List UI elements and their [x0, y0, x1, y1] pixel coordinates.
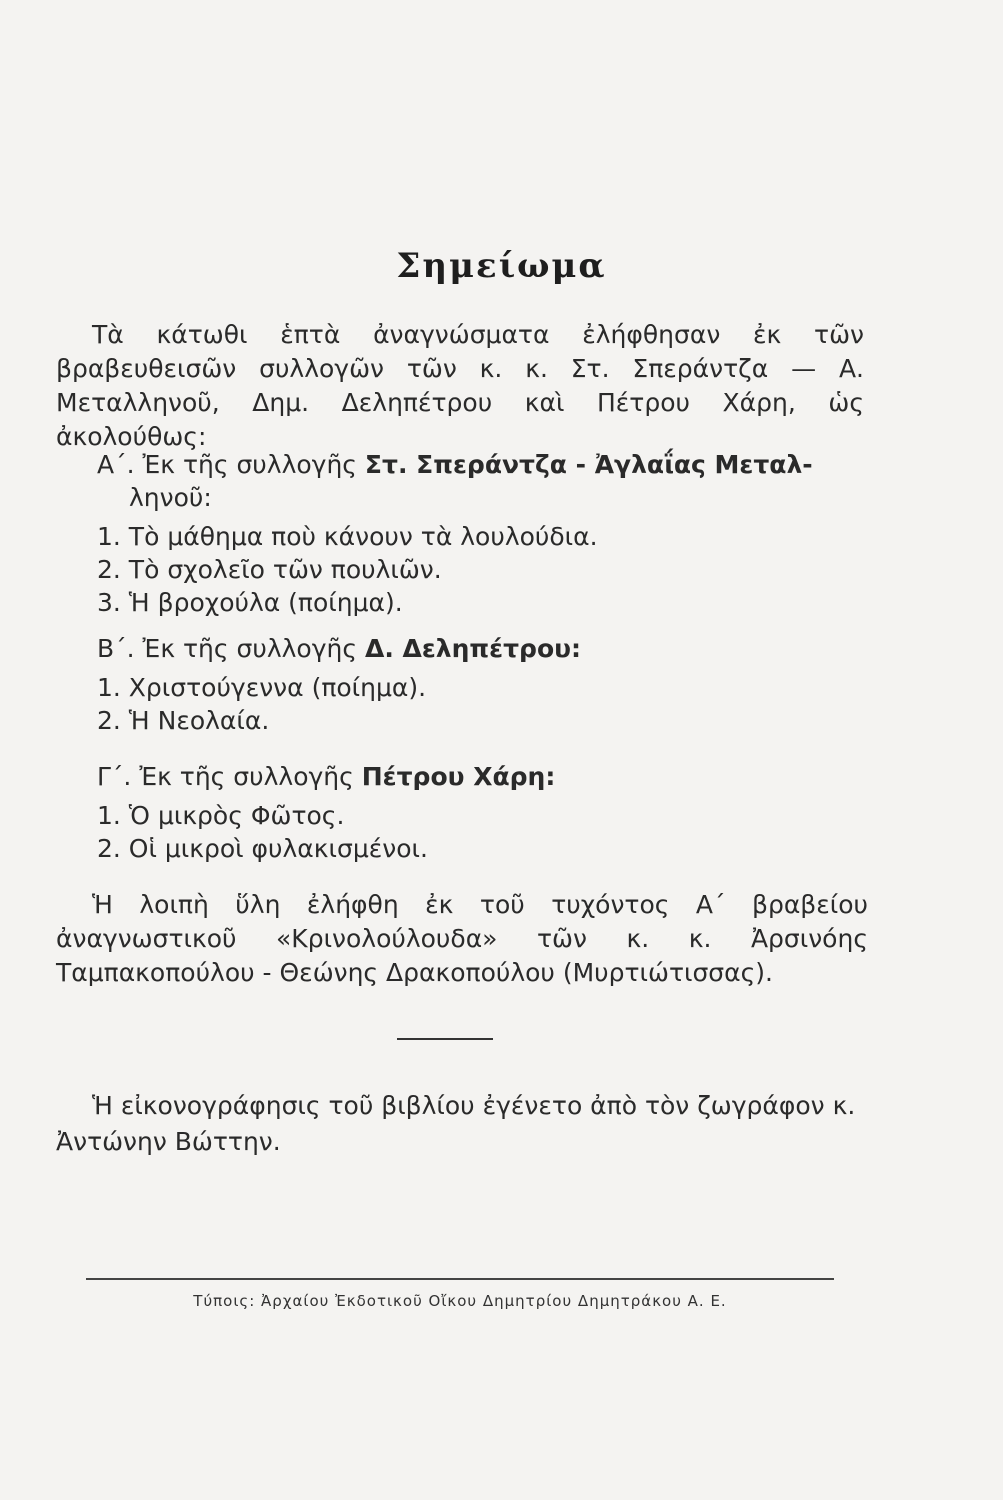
list-item: 1. Χριστούγεννα (ποίημα). — [97, 673, 427, 702]
outro-text: Ἡ λοιπὴ ὕλη ἐλήφθη ἐκ τοῦ τυχόντος Α΄ βραβείου ἀναγνωστικοῦ «Κρινολούλουδα» τῶν κ. κ. Ἀρσινόης Ταμπακοπούλου - Θεώνης Δρακοπούλου (Μυρτιώτισσας). — [56, 890, 868, 987]
reading-list — [97, 671, 877, 737]
illustration-text: Ἡ εἰκονογράφησις τοῦ βιβλίου ἐγένετο ἀπὸ τὸν ζωγράφον κ. Ἀντώνην Βώττην. — [56, 1091, 856, 1156]
reading-list — [97, 520, 877, 619]
illustration-credit — [56, 1088, 868, 1160]
intro-paragraph — [56, 318, 864, 454]
list-item: 2. Οἱ μικροὶ φυλακισμένοι. — [97, 834, 428, 863]
section-heading — [97, 632, 877, 665]
printer-imprint: Τύποις: Ἀρχαίου Ἐκδοτικοῦ Οἴκου Δημητρίου Δημητράκου Α. Ε. — [193, 1292, 727, 1310]
outro-paragraph — [56, 888, 868, 990]
footer-rule — [86, 1278, 834, 1280]
section-heading-continuation: ληνοῦ: — [129, 483, 212, 512]
section-heading — [97, 760, 877, 793]
section-heading-prefix: Α΄. Ἐκ τῆς συλλογῆς — [97, 450, 365, 479]
section-heading-prefix: Β΄. Ἐκ τῆς συλλογῆς — [97, 634, 365, 663]
section-c — [97, 760, 877, 865]
section-heading — [97, 448, 877, 514]
intro-text: Τὰ κάτωθι ἑπτὰ ἀναγνώσματα ἐλήφθησαν ἐκ τῶν βραβευθεισῶν συλλογῶν τῶν κ. κ. Στ. Σπεράντζα — Α. Μεταλληνοῦ, Δημ. Δεληπέτρου καὶ Πέτρου Χάρη, ὡς ἀκολούθως: — [56, 320, 864, 451]
section-heading-prefix: Γ΄. Ἐκ τῆς συλλογῆς — [97, 762, 362, 791]
section-divider — [397, 1038, 493, 1040]
section-b — [97, 632, 877, 737]
list-item: 1. Τὸ μάθημα ποὺ κάνουν τὰ λουλούδια. — [97, 522, 598, 551]
list-item: 3. Ἡ βροχούλα (ποίημα). — [97, 588, 403, 617]
section-heading-author: Στ. Σπεράντζα - Ἀγλαΐας Μεταλ- — [364, 450, 813, 479]
page-title: Σημείωμα — [396, 246, 607, 286]
section-heading-author: Δ. Δεληπέτρου: — [364, 634, 581, 663]
reading-list — [97, 799, 877, 865]
section-heading-author: Πέτρου Χάρη: — [361, 762, 556, 791]
list-item: 1. Ὁ μικρὸς Φῶτος. — [97, 801, 345, 830]
list-item: 2. Τὸ σχολεῖο τῶν πουλιῶν. — [97, 555, 442, 584]
section-a — [97, 448, 877, 619]
list-item: 2. Ἡ Νεολαία. — [97, 706, 270, 735]
